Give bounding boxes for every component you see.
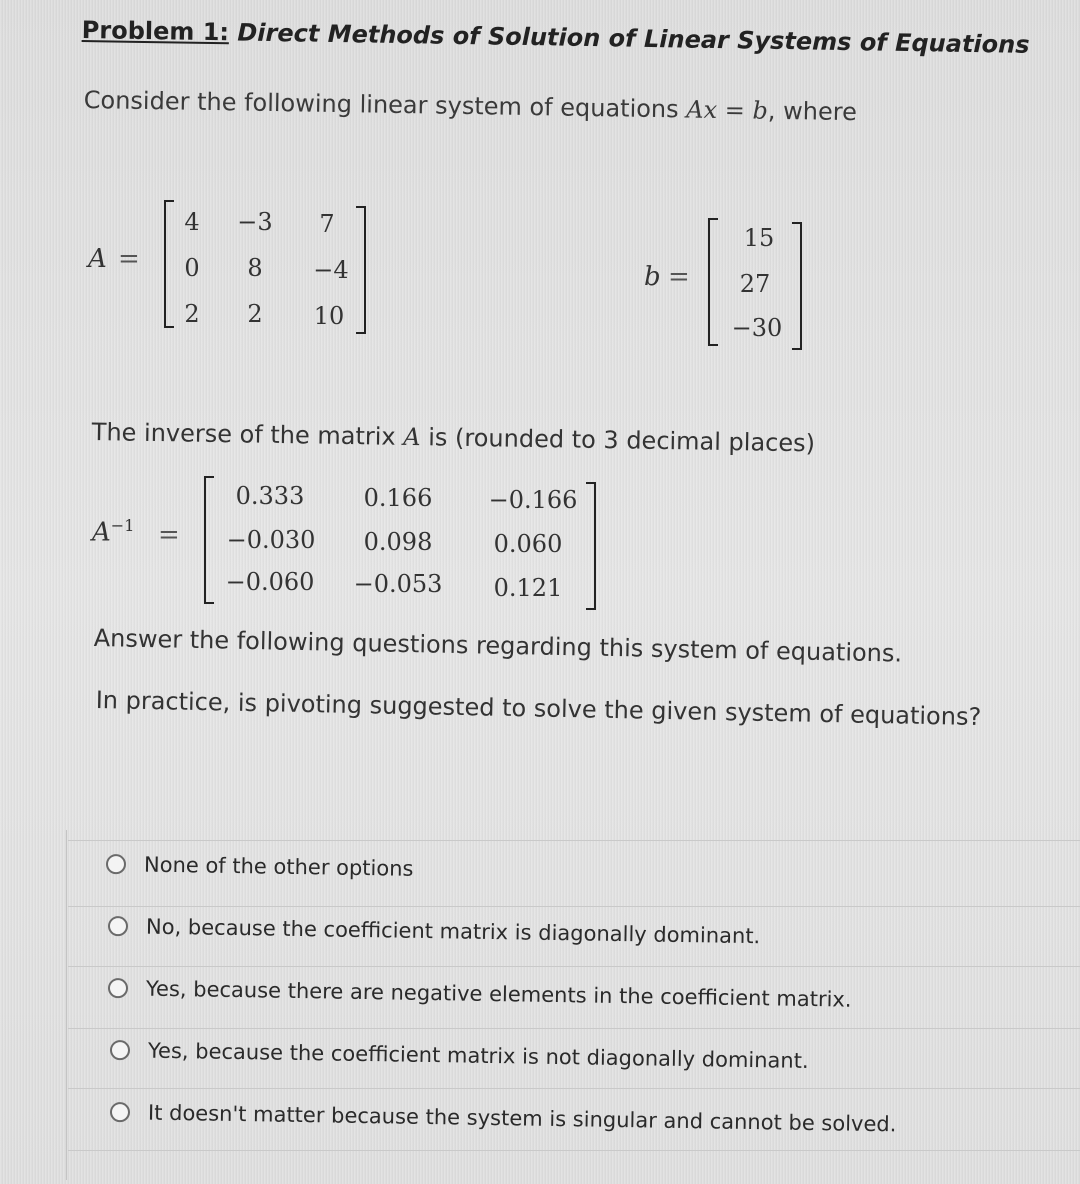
inverse-equals: =: [158, 520, 180, 550]
problem-title: [82, 16, 1030, 59]
vector-b-left-bracket: [708, 218, 718, 346]
radio-button[interactable]: [108, 916, 128, 936]
inverse-symbol: A: [403, 422, 421, 452]
matrix-a-cell: 4: [184, 208, 200, 236]
radio-button[interactable]: [108, 978, 128, 998]
answer-option-2[interactable]: [108, 914, 761, 948]
vector-b-label: b: [644, 262, 661, 292]
matrix-a-cell: 10: [313, 302, 345, 330]
inverse-text-after: is (rounded to 3 decimal places): [428, 423, 816, 458]
matrix-a-cell: 8: [247, 254, 263, 282]
answer-option-label: It doesn't matter because the system is singular and cannot be solved.: [147, 1100, 897, 1137]
inverse-label-letter: A: [92, 517, 111, 548]
inverse-description: [92, 418, 816, 457]
inverse-cell: 0.060: [493, 530, 563, 558]
problem-number: Problem 1:: [81, 16, 230, 47]
option-divider: [68, 906, 1080, 907]
inverse-text-before: The inverse of the matrix: [91, 418, 396, 451]
radio-button[interactable]: [110, 1040, 130, 1060]
matrix-a-equals: =: [118, 244, 140, 274]
answer-option-label: Yes, because the coefficient matrix is not diagonally dominant.: [147, 1038, 809, 1073]
inverse-label: [92, 516, 134, 548]
option-divider: [68, 1028, 1080, 1029]
answer-panel-border: [66, 830, 67, 1180]
matrix-a-left-bracket: [164, 200, 174, 328]
matrix-a-cell: 2: [247, 300, 263, 328]
inverse-cell: −0.166: [488, 486, 578, 514]
matrix-a-cell: 2: [184, 300, 200, 328]
intro-text-after: , where: [767, 96, 858, 127]
inverse-cell: 0.121: [493, 574, 563, 602]
matrix-a-cell: 7: [319, 210, 335, 238]
option-divider: [68, 1150, 1080, 1151]
answer-option-3[interactable]: [108, 976, 852, 1012]
problem-heading: Direct Methods of Solution of Linear Systems of Equations: [237, 18, 1030, 59]
inverse-cell: −0.053: [353, 570, 443, 598]
inverse-cell: 0.098: [363, 528, 433, 556]
intro-text: [84, 86, 858, 126]
instructions-text: Answer the following questions regarding this system of equations.: [93, 624, 903, 668]
inverse-cell: 0.166: [363, 484, 433, 512]
vector-b-cell: −30: [731, 314, 783, 342]
inverse-cell: 0.333: [235, 482, 305, 510]
question-text: In practice, is pivoting suggested to solve the given system of equations?: [95, 686, 982, 731]
answer-option-1[interactable]: [106, 852, 414, 881]
matrix-a-right-bracket: [356, 206, 366, 334]
option-divider: [68, 840, 1080, 841]
matrix-a-cell: −4: [313, 256, 349, 284]
answer-option-5[interactable]: [110, 1100, 897, 1136]
matrix-a-cell: 0: [184, 254, 200, 282]
vector-b-cell: 27: [739, 270, 771, 298]
radio-button[interactable]: [110, 1102, 130, 1122]
matrix-a-cell: −3: [237, 208, 273, 236]
radio-button[interactable]: [106, 854, 126, 874]
option-divider: [68, 1088, 1080, 1089]
matrix-a-label: A: [88, 244, 107, 274]
intro-equation: Ax = b: [686, 95, 769, 125]
inverse-cell: −0.030: [226, 526, 316, 554]
answer-option-label: No, because the coefficient matrix is diagonally dominant.: [145, 914, 761, 949]
vector-b-equals: =: [668, 262, 690, 292]
inverse-superscript: −1: [110, 516, 135, 535]
option-divider: [68, 966, 1080, 967]
answer-option-4[interactable]: [110, 1038, 809, 1073]
answer-option-label: Yes, because there are negative elements in the coefficient matrix.: [145, 976, 852, 1012]
answer-option-label: None of the other options: [143, 852, 414, 881]
vector-b-cell: 15: [743, 224, 775, 252]
inverse-cell: −0.060: [225, 568, 315, 596]
intro-text-before: Consider the following linear system of equations: [83, 86, 679, 124]
